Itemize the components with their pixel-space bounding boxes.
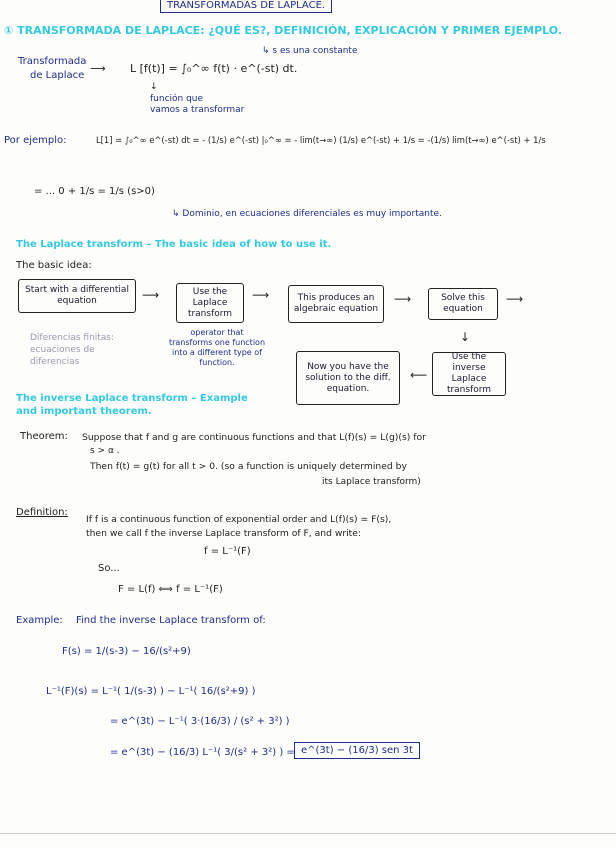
function-note-1: función que <box>150 94 204 104</box>
s-constant-note: ↳ s es una constante <box>262 46 358 56</box>
definition-line-2: then we call f the inverse Laplace transform of F, and write: <box>86 528 362 539</box>
label-de-laplace: de Laplace <box>30 70 85 81</box>
label-transformada: Transformada <box>18 56 87 67</box>
solution-line-1: L⁻¹(F)(s) = L⁻¹( 1/(s-3) ) − L⁻¹( 16/(s²+9) ) <box>46 686 256 697</box>
flow-box-use-laplace: Use the Laplace transform <box>176 283 244 323</box>
definition-line-1: If f is a continuous function of exponential order and L(f)(s) = F(s), <box>86 514 392 525</box>
solution-line-3: = e^(3t) − (16/3) L⁻¹( 3/(s² + 3²) ) = <box>110 747 295 758</box>
result-note: ↳ Dominio, en ecuaciones diferenciales es muy importante. <box>172 209 442 219</box>
solution-line-2: = e^(3t) − L⁻¹( 3·(16/3) / (s² + 3²) ) <box>110 716 290 727</box>
equivalence: F = L(f) ⟺ f = L⁻¹(F) <box>118 584 223 595</box>
definition-equation: f = L⁻¹(F) <box>204 546 251 557</box>
flow-box-start: Start with a differential equation <box>18 279 136 313</box>
F-definition: F(s) = 1/(s-3) − 16/(s²+9) <box>62 646 191 657</box>
flow-arrow-icon: ⟶ <box>394 292 412 306</box>
theorem-line-3: Then f(t) = g(t) for all t > 0. (so a function is uniquely determined by <box>90 461 407 472</box>
flow-box-solve: Solve this equation <box>428 288 498 320</box>
section1-heading: ① TRANSFORMADA DE LAPLACE: ¿QUÉ ES?, DEFINICIÓN, EXPLICACIÓN Y PRIMER EJEMPLO. <box>4 24 563 37</box>
example-label: Por ejemplo: <box>4 135 67 146</box>
theorem-label: Theorem: <box>20 431 68 442</box>
result-equation: = ... 0 + 1/s = 1/s (s>0) <box>34 186 155 197</box>
flow-box-algebraic: This produces an algebraic equation <box>288 285 384 323</box>
basic-idea-label: The basic idea: <box>16 260 92 271</box>
flow-arrow-icon: ⟶ <box>142 288 160 302</box>
page-title: TRANSFORMADAS DE LAPLACE. <box>160 0 332 13</box>
flow-arrow-icon: ⟶ <box>506 292 524 306</box>
example2-text: Find the inverse Laplace transform of: <box>76 615 266 626</box>
section3-heading-1: The inverse Laplace transform – Example <box>16 393 248 404</box>
example2-label: Example: <box>16 615 63 626</box>
so-label: So... <box>98 563 120 574</box>
section2-heading: The Laplace transform – The basic idea of how to use it. <box>16 239 332 250</box>
example-equation: L[1] = ∫₀^∞ e^(-st) dt = - (1/s) e^(-st) |₀^∞ = - lim(t→∞) (1/s) e^(-st) + 1/s = -(1/s) lim(t→∞) e^(-st) + 1/s <box>96 135 546 145</box>
theorem-line-2: s > α . <box>90 446 120 456</box>
operator-note: operator that transforms one function into a different type of function. <box>168 328 266 367</box>
flow-arrow-icon: ⟶ <box>252 288 270 302</box>
flow-arrow-left-icon: ⟵ <box>410 368 428 382</box>
flow-down-arrow-icon: ↓ <box>460 330 471 344</box>
section3-heading-2: and important theorem. <box>16 406 152 417</box>
final-answer-box: e^(3t) − (16/3) sen 3t <box>294 742 420 759</box>
laplace-definition: L [f(t)] = ∫₀^∞ f(t) · e^(-st) dt. <box>130 62 298 75</box>
faded-note: Diferencias finitas: ecuaciones de diferencias <box>30 333 115 367</box>
page-bottom-divider <box>0 833 616 834</box>
flow-box-solution: Now you have the solution to the diff. equation. <box>296 351 400 405</box>
definition-label: Definition: <box>16 507 68 518</box>
theorem-line-1: Suppose that f and g are continuous functions and that L(f)(s) = L(g)(s) for <box>82 432 426 443</box>
theorem-line-4: its Laplace transform) <box>322 477 421 487</box>
function-note-2: vamos a transformar <box>150 105 245 115</box>
down-arrow-icon: ↓ <box>150 82 158 92</box>
arrow-icon: ⟶ <box>90 62 106 75</box>
flow-box-inverse: Use the inverse Laplace transform <box>432 352 506 396</box>
